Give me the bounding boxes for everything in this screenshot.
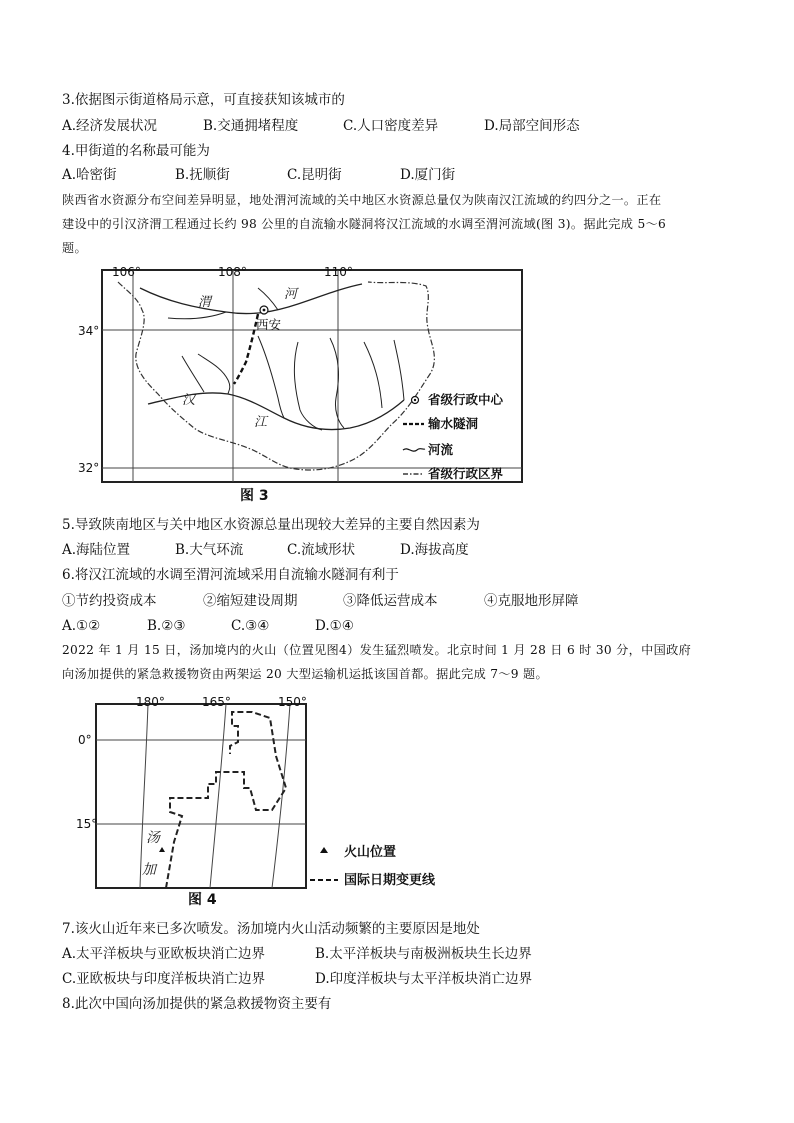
river-wei-main: [140, 284, 362, 314]
lon-label-180: 180°: [136, 695, 165, 709]
legend-date-line-label: 国际日期变更线: [344, 873, 436, 888]
q7-option-d: D.印度洋板块与太平洋板块消亡边界: [315, 971, 533, 987]
water-tunnel: [234, 314, 258, 384]
figure-4-caption: 图 4: [188, 892, 217, 908]
lat-label-0: 0°: [78, 733, 92, 747]
legend-volcano-label: 火山位置: [344, 845, 397, 860]
q7-option-b: B.太平洋板块与南极洲板块生长边界: [315, 946, 532, 962]
legend-boundary-label: 省级行政区界: [428, 466, 504, 481]
q3-stem: 3.依据图示街道格局示意，可直接获知该城市的: [62, 92, 345, 108]
figure-3-frame: [102, 270, 522, 482]
q3-option-a: A.经济发展状况: [62, 118, 158, 134]
q6-option-d: D.①④: [315, 618, 354, 634]
q4-option-c: C.昆明街: [287, 167, 342, 183]
river-wei-label-1: 渭: [198, 295, 212, 310]
q5-stem: 5.导致陕南地区与关中地区水资源总量出现较大差异的主要自然因素为: [62, 517, 480, 533]
river-han-label-1: 汉: [182, 393, 196, 408]
lat-label-34: 34°: [78, 324, 100, 338]
legend-river-symbol: [403, 449, 425, 452]
q3-option-d: D.局部空间形态: [484, 118, 580, 134]
legend-volcano-symbol: [320, 847, 328, 853]
figure-3-map: [78, 258, 548, 510]
lat-label-32: 32°: [78, 461, 100, 475]
q6-item-1: ①节约投资成本: [62, 593, 157, 609]
q6-item-4: ④克服地形屏障: [484, 593, 579, 609]
q6-option-a: A.①②: [62, 618, 101, 634]
passage-2-line-2: 向汤加提供的紧急救援物资由两架运 20 大型运输机运抵该国首都。据此完成 7～9 题。: [62, 667, 548, 681]
q4-option-a: A.哈密街: [62, 167, 117, 183]
lon-label-110: 110°: [324, 265, 353, 279]
passage-2-line-1: 2022 年 1 月 15 日，汤加境内的火山（位置见图4）发生猛烈喷发。北京时间 1 月 28 日 6 时 30 分，中国政府: [62, 643, 692, 657]
q7-option-a: A.太平洋板块与亚欧板块消亡边界: [62, 946, 266, 962]
q6-item-3: ③降低运营成本: [343, 593, 438, 609]
legend-river-label: 河流: [428, 442, 454, 457]
q6-option-b: B.②③: [147, 618, 186, 634]
q6-option-c: C.③④: [231, 618, 270, 634]
q4-option-b: B.抚顺街: [175, 167, 230, 183]
lon-label-165: 165°: [202, 695, 231, 709]
passage-1-line-1: 陕西省水资源分布空间差异明显，地处渭河流域的关中地区水资源总量仅为陕南汉江流域的约四分之一。正在: [62, 193, 662, 207]
passage-1: [62, 188, 752, 260]
figure-3-caption: 图 3: [240, 488, 269, 504]
q3-option-b: B.交通拥堵程度: [203, 118, 299, 134]
passage-2: [62, 638, 752, 686]
lat-label-15: 15°: [76, 817, 98, 831]
lon-label-106: 106°: [112, 265, 141, 279]
passage-1-line-2: 建设中的引汉济渭工程通过长约 98 公里的自流输水隧洞将汉江流域的水调至渭河流域(图 3)。据此完成 5～6: [62, 217, 667, 231]
q5-option-b: B.大气环流: [175, 542, 244, 558]
q3-option-c: C.人口密度差异: [343, 118, 439, 134]
q6-item-2: ②缩短建设周期: [203, 593, 298, 609]
passage-1-line-3: 题。: [62, 241, 87, 255]
lon-label-108: 108°: [218, 265, 247, 279]
volcano-symbol: [159, 847, 165, 852]
q4-stem: 4.甲街道的名称最可能为: [62, 143, 210, 159]
lon-label-150: 150°: [278, 695, 307, 709]
q5-option-a: A.海陆位置: [62, 542, 131, 558]
river-wei-label-2: 河: [284, 287, 298, 302]
q5-option-c: C.流域形状: [287, 542, 356, 558]
q6-stem: 6.将汉江流域的水调至渭河流域采用自流输水隧洞有利于: [62, 567, 399, 583]
legend-capital-label: 省级行政中心: [428, 392, 504, 407]
river-han-label-2: 江: [254, 415, 268, 430]
country-label-1: 汤: [146, 830, 160, 846]
figure-4-map: [76, 692, 476, 910]
q5-option-d: D.海拔高度: [400, 542, 469, 558]
q7-option-c: C.亚欧板块与印度洋板块消亡边界: [62, 971, 266, 987]
q4-option-d: D.厦门街: [400, 167, 456, 183]
q7-stem: 7.该火山近年来已多次喷发。汤加境内火山活动频繁的主要原因是地处: [62, 921, 480, 937]
legend-tunnel-label: 输水隧洞: [428, 416, 479, 431]
country-label-2: 加: [142, 862, 156, 878]
q8-stem: 8.此次中国向汤加提供的紧急救援物资主要有: [62, 996, 332, 1012]
date-line: [166, 712, 286, 888]
figure-4-frame: [96, 704, 306, 888]
city-xian-label: 西安: [256, 317, 282, 332]
